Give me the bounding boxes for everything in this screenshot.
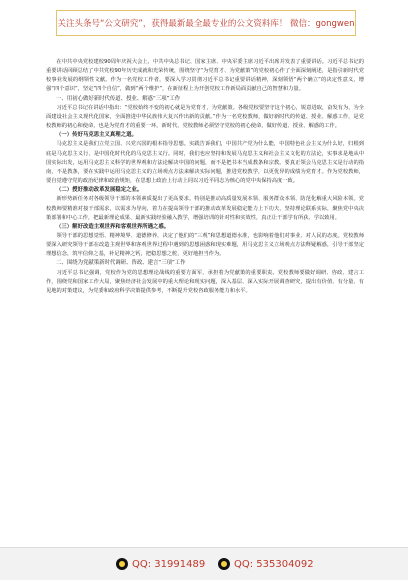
subsection-1a-paragraph: 马克思主义是我们立党立国、兴党兴国的根本指导思想。实践告诉我们，中国共产党为什么能，中国特色社会主义为什么好，归根到底是马克思主义行，是中国化时代化的马克思主义行。同时，我们也应坚持和发展马克思主义和社会主义文化的方法论，实事求是地从中国实际出发，运用马克思主义科学的世界观和方法论解决中国的问题，而不是把书本当成教条和宗教。要真正领会马克思主义是行动的指南，不是教条，要在实践中运用马克思主义的立场观点方法来解决实际问题，推进党校教学，以更优异的成绩为党育才。作为党校教师，要自觉遵守党的政治纪律和政治规矩，在思想上政治上行动上同以习近平同志为核心的党中央保持高度一致。	[46, 141, 364, 185]
qq-number: QQ: 31991489	[132, 558, 206, 570]
section-2-paragraph: 习近平总书记强调，党校作为党的思想理论战线的重要方面军，承担着为党献策的重要职责。党校教师要做好调研、咨政、建言工作，围绕党和国家工作大局，聚焦经济社会发展中的重大理论和现实问题，深入基层、深入实际开展调查研究，提出有价值、有分量、有见地的对策建议，为党委和政府科学决策提供参考，不断提升党校咨政服务能力和水平。	[46, 269, 364, 294]
intro-paragraph: 在中共中央党校建校90周年庆祝大会上，中共中央总书记、国家主席、中央军委主席习近平出席并发表了重要讲话。习近平总书记的重要讲话回顾总结了中共党校90年历史成就和光荣传统，围绕坚守“为党育才、为党献策”的党校初心作了全面深刻阐述，是指引新时代党校事业发展的纲领性文献。作为一名党校工作者，要深入学习贯彻习近平总书记重要讲话精神，深刻领悟“两个确立”的决定性意义，增强“四个意识”，坚定“四个自信”，做到“两个维护”，在新征程上为开创党校工作新局面贡献自己的智慧和力量。	[46, 59, 364, 93]
qq-group-contact	[218, 558, 314, 570]
subsection-heading-1a: （一）传好马克思主义真理之道。	[56, 132, 137, 139]
document-body	[46, 58, 364, 528]
promo-banner-text: 关注头条号“公文研究”，获得最新最全最专业的公文资料库！ 微信：gongwen	[57, 19, 355, 29]
section-1-paragraph: 习近平总书记在讲话中指出：“党校始终不变的初心就是为党育才，为党献策。各级党校要坚守这个初心，锐意进取，奋发有为，为全面建设社会主义现代化国家，全面推进中华民族伟大复兴作出新的贡献。”作为一名党校教师，做好新时代的传道、授业、解惑工作，是党校教师的初心和使命，也是为党育才的重要一环。新时代，党校教师必须坚守党校的初心使命，做好传道、授业、解惑的工作。	[46, 104, 364, 130]
qq-penguin-icon	[116, 558, 128, 570]
qq-group-number: QQ: 535304092	[234, 558, 314, 570]
promo-banner	[56, 10, 356, 36]
subsection-1b-paragraph: 新形势新任务对各级领导干部的本领素质提出了更高要求。特别是推动高质量发展本领、服务群众本领、防范化解重大风险本领。党校教师要精准对接干部需求，以需求为导向，着力在提高领导干部的推动改革发展稳定能力上下功夫，坚持理论联系实际，聚焦党中央决策部署和中心工作，把最新理论成果、最新实践经验融入教学，增强培训的针对性和实效性，真正让干部学有所获、学以致用。	[46, 196, 364, 221]
section-heading-1: 一、用初心做好新时代传道、授业、解惑“三项”工作	[56, 95, 181, 102]
qq-contact	[116, 558, 205, 570]
contact-footer	[0, 547, 408, 580]
subsection-1c-paragraph: 领导干部的思想觉悟、精神境界、道德修养，决定了他们的“三观”和思想道德水准，也影响着他们对事业、对人民的态度。党校教师要深入研究领导干部在改造主观世界和客观世界过程中遇到的思想困惑和现实难题，用马克思主义立场观点方法释疑解惑，引导干部坚定理想信念，筑牢信仰之基，补足精神之钙，把稳思想之舵，更好地担当作为。	[46, 232, 364, 258]
subsection-heading-1b: （二）授好推动改革发展稳定之业。	[56, 187, 143, 194]
subsection-heading-1c: （三）解好改造主观世界和客观世界所遇之惑。	[56, 223, 170, 230]
qq-penguin-icon	[218, 558, 230, 570]
section-heading-2: 二、围绕为党献策新时代调研、咨政、建言“三项”工作	[56, 260, 186, 267]
